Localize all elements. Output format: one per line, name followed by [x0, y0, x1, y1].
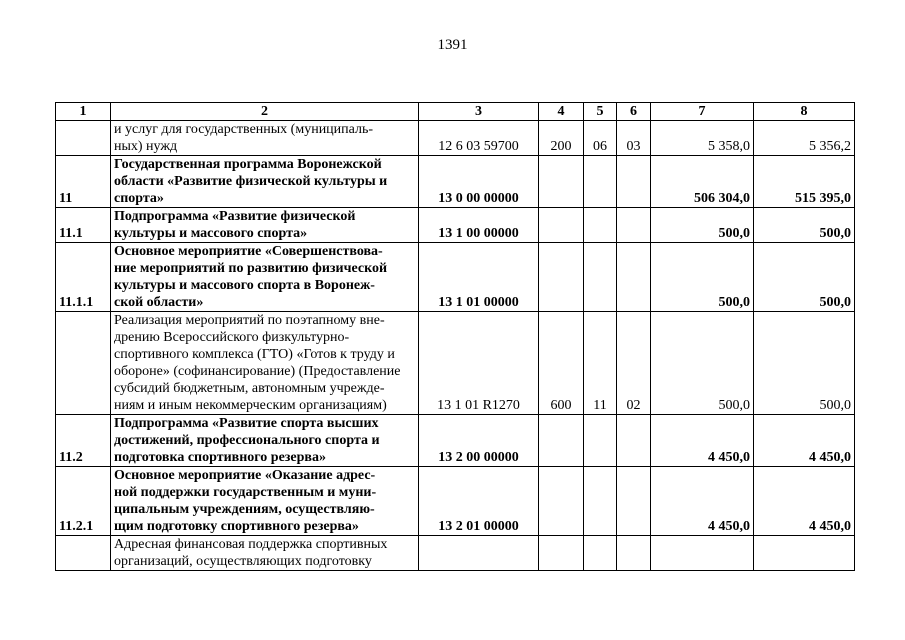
row-name: Адресная финансовая поддержка спортивных организаций, осуществляющих подготовку — [111, 536, 419, 571]
table-row — [56, 121, 855, 156]
subsection — [617, 156, 651, 208]
amount-year-2: 500,0 — [754, 208, 855, 243]
row-number — [56, 312, 111, 415]
subsection — [617, 536, 651, 571]
amount-year-2: 5 356,2 — [754, 121, 855, 156]
table-row — [56, 536, 855, 571]
row-number: 11.1.1 — [56, 243, 111, 312]
amount-year-1: 4 450,0 — [651, 415, 754, 467]
col-header-5: 5 — [584, 103, 617, 121]
budget-code: 13 2 01 00000 — [419, 467, 539, 536]
row-name: Подпрограмма «Развитие спорта высших достижений, профессионального спорта и подготовка спортивного резерва» — [111, 415, 419, 467]
row-number — [56, 536, 111, 571]
row-number — [56, 121, 111, 156]
table-row — [56, 312, 855, 415]
expense-type — [539, 536, 584, 571]
row-name: Государственная программа Воронежской области «Развитие физической культуры и спорта» — [111, 156, 419, 208]
amount-year-1 — [651, 536, 754, 571]
col-header-6: 6 — [617, 103, 651, 121]
subsection — [617, 415, 651, 467]
row-name: и услуг для государственных (муниципаль- ных) нужд — [111, 121, 419, 156]
col-header-2: 2 — [111, 103, 419, 121]
col-header-8: 8 — [754, 103, 855, 121]
page-number: 1391 — [437, 37, 468, 53]
col-header-1: 1 — [56, 103, 111, 121]
amount-year-1: 500,0 — [651, 243, 754, 312]
amount-year-2: 515 395,0 — [754, 156, 855, 208]
expense-type — [539, 208, 584, 243]
row-name: Основное мероприятие «Совершенствова- ние мероприятий по развитию физической культуры и массового спорта в Воронеж- ской области» — [111, 243, 419, 312]
subsection — [617, 467, 651, 536]
amount-year-2: 4 450,0 — [754, 467, 855, 536]
row-number: 11.2 — [56, 415, 111, 467]
row-number: 11.1 — [56, 208, 111, 243]
amount-year-2: 500,0 — [754, 312, 855, 415]
section — [584, 208, 617, 243]
budget-code — [419, 536, 539, 571]
expense-type: 600 — [539, 312, 584, 415]
row-number: 11 — [56, 156, 111, 208]
subsection: 03 — [617, 121, 651, 156]
section — [584, 156, 617, 208]
section — [584, 243, 617, 312]
section: 06 — [584, 121, 617, 156]
row-name: Подпрограмма «Развитие физической культуры и массового спорта» — [111, 208, 419, 243]
subsection: 02 — [617, 312, 651, 415]
amount-year-2: 500,0 — [754, 243, 855, 312]
budget-code: 13 1 01 R1270 — [419, 312, 539, 415]
table-row — [56, 467, 855, 536]
col-header-7: 7 — [651, 103, 754, 121]
row-number: 11.2.1 — [56, 467, 111, 536]
expense-type: 200 — [539, 121, 584, 156]
expense-type — [539, 156, 584, 208]
section — [584, 467, 617, 536]
amount-year-1: 500,0 — [651, 208, 754, 243]
row-name: Основное мероприятие «Оказание адрес- ной поддержки государственным и муни- ципальным учреждениям, осуществляю- щим подготовку спортивного резерва» — [111, 467, 419, 536]
amount-year-1: 500,0 — [651, 312, 754, 415]
col-header-4: 4 — [539, 103, 584, 121]
amount-year-2 — [754, 536, 855, 571]
section — [584, 415, 617, 467]
expense-type — [539, 467, 584, 536]
amount-year-1: 4 450,0 — [651, 467, 754, 536]
table-row — [56, 156, 855, 208]
table-row — [56, 415, 855, 467]
expense-type — [539, 415, 584, 467]
budget-code: 13 0 00 00000 — [419, 156, 539, 208]
subsection — [617, 243, 651, 312]
subsection — [617, 208, 651, 243]
budget-code: 13 1 00 00000 — [419, 208, 539, 243]
header-row — [56, 103, 855, 121]
amount-year-1: 506 304,0 — [651, 156, 754, 208]
budget-code: 13 2 00 00000 — [419, 415, 539, 467]
budget-code: 13 1 01 00000 — [419, 243, 539, 312]
budget-table — [55, 102, 855, 571]
row-name: Реализация мероприятий по поэтапному вне- дрению Всероссийского физкультурно- спортивного комплекса (ГТО) «Готов к труду и обороне» (софинансирование) (Предоставление субсидий бюджетным, автономным учрежде- ниям и иным некоммерческим организациям) — [111, 312, 419, 415]
table-row — [56, 243, 855, 312]
amount-year-2: 4 450,0 — [754, 415, 855, 467]
section — [584, 536, 617, 571]
expense-type — [539, 243, 584, 312]
amount-year-1: 5 358,0 — [651, 121, 754, 156]
budget-code: 12 6 03 59700 — [419, 121, 539, 156]
col-header-3: 3 — [419, 103, 539, 121]
table-row — [56, 208, 855, 243]
section: 11 — [584, 312, 617, 415]
